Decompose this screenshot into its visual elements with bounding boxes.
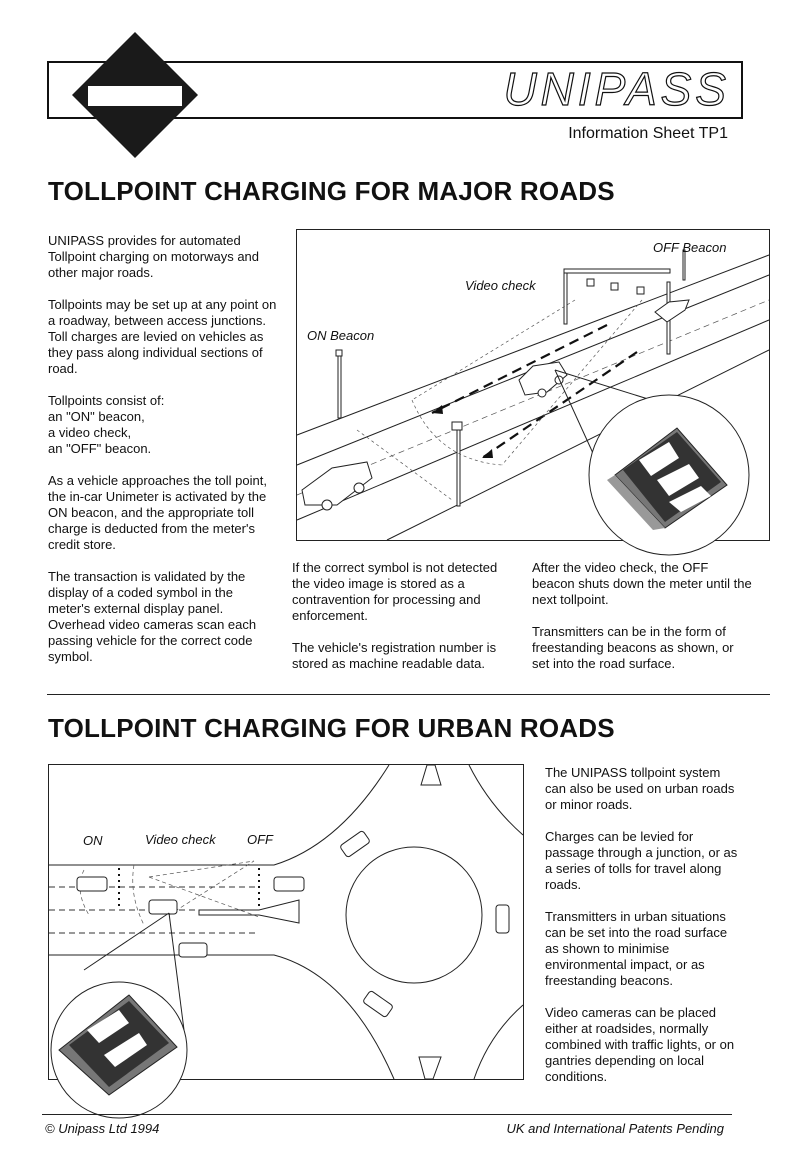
road-stud-inset-urban <box>51 982 187 1118</box>
urban-roads-right-text <box>545 765 740 1101</box>
paragraph: The vehicle's registration number is stored as machine readable data. <box>292 640 497 671</box>
off-label: OFF <box>247 832 273 847</box>
paragraph: Transmitters can be in the form of freestanding beacons as shown, or set into the road surface. <box>532 624 734 671</box>
car-front <box>302 462 372 510</box>
on-beacon-pole <box>336 350 342 418</box>
major-roads-right-text <box>532 560 752 688</box>
paragraph: The UNIPASS tollpoint system can also be used on urban roads or minor roads. <box>545 765 735 812</box>
section-divider <box>47 694 770 695</box>
paragraph: Tollpoints consist of: an "ON" beacon, a video check, an "OFF" beacon. <box>48 393 165 456</box>
video-check-label: Video check <box>465 278 536 293</box>
major-roads-diagram <box>296 229 770 541</box>
patents-text: UK and International Patents Pending <box>506 1121 724 1136</box>
paragraph: If the correct symbol is not detected the video image is stored as a contravention for processing and enforcement. <box>292 560 498 623</box>
roadside-beacon-pole <box>452 422 462 506</box>
on-label: ON <box>83 833 103 848</box>
video-check-label: Video check <box>145 832 216 847</box>
section-title-urban-roads: TOLLPOINT CHARGING FOR URBAN ROADS <box>48 713 615 743</box>
video-gantry <box>564 269 670 354</box>
no-entry-diamond-icon <box>70 30 200 160</box>
paragraph: Tollpoints may be set up at any point on a roadway, between access junctions. Toll charges are levied on vehicles as they pass along individual sections of road. <box>48 297 277 376</box>
paragraph: UNIPASS provides for automated Tollpoint charging on motorways and other major roads. <box>48 233 260 280</box>
urban-roads-diagram <box>48 764 524 1080</box>
copyright-text: © Unipass Ltd 1994 <box>45 1121 160 1136</box>
major-roads-left-text <box>48 233 278 681</box>
paragraph: After the video check, the OFF beacon shuts down the meter until the next tollpoint. <box>532 560 752 607</box>
paragraph: The transaction is validated by the display of a coded symbol in the meter's external display panel. Overhead video cameras scan each passing vehicle for the correct code symbol. <box>48 569 257 664</box>
footer-divider <box>42 1114 732 1115</box>
on-beacon-label: ON Beacon <box>307 328 375 343</box>
paragraph: As a vehicle approaches the toll point, the in-car Unimeter is activated by the ON beacon, and the appropriate toll charge is deducted from the meter's credit store. <box>48 473 267 552</box>
major-roads-middle-text <box>292 560 512 688</box>
information-sheet-label: Information Sheet TP1 <box>568 125 728 142</box>
paragraph: Charges can be levied for passage through a junction, or as a series of tolls for travel along roads. <box>545 829 738 892</box>
off-beacon-label: OFF Beacon <box>653 240 727 255</box>
paragraph: Video cameras can be placed either at roadsides, normally combined with traffic lights, or on gantries depending on local conditions. <box>545 1005 735 1084</box>
paragraph: Transmitters in urban situations can be set into the road surface as shown to minimise environmental impact, or as freestanding beacons. <box>545 909 728 988</box>
brand-title: UNIPASS <box>503 63 730 115</box>
section-title-major-roads: TOLLPOINT CHARGING FOR MAJOR ROADS <box>48 176 615 206</box>
road-stud-inset <box>589 395 749 555</box>
